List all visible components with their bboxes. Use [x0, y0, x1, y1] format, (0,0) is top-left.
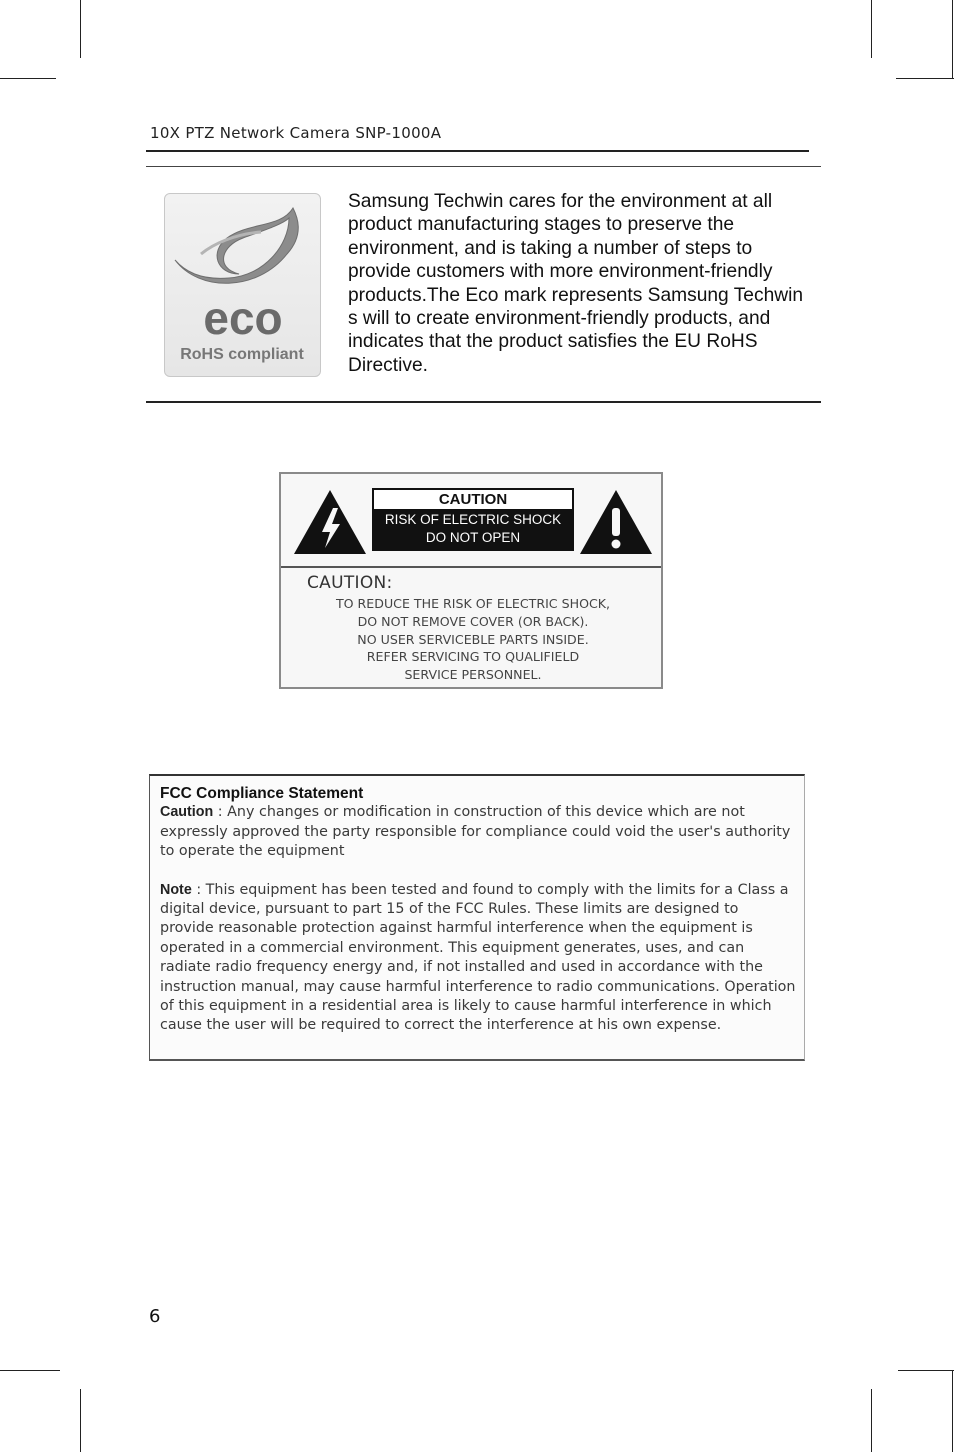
- fcc-content: [160, 784, 796, 1036]
- eco-description: Samsung Techwin cares for the environment at all product manufacturing stages to preserve the environment, and is taking a number of steps to provide customers with more environment-friendly products.The Eco mark represents Samsung Techwin s will to create environment-friendly products, and indicates that the product satisfies the EU RoHS Directive.: [348, 191, 804, 376]
- crop-mark-bottom-right-corner: [952, 1370, 953, 1452]
- running-header-title: 10X PTZ Network Camera SNP-1000A: [150, 124, 442, 142]
- caution-line: NO USER SERVICEBLE PARTS INSIDE.: [357, 631, 589, 647]
- crop-mark-top-right-corner: [952, 0, 953, 79]
- fcc-note-text: : This equipment has been tested and found to comply with the limits for a Class a digital device, pursuant to part 15 of the FCC Rules. These limits are designed to provide reasonable protection against harmful interference when the equipment is operated in a commercial environment. This equipment generates, uses, and can radiate radio frequency energy and, if not installed and used in accordance with the instruction manual, may cause harmful interference to radio communications. Operation of this equipment in a residential area is likely to cause harmful interference in which cause the user will be required to correct the interference at his own expense.: [160, 881, 796, 1034]
- crop-mark-bottom-left-vertical: [80, 1389, 81, 1452]
- crop-mark-top-right-horizontal: [896, 78, 954, 79]
- caution-divider: [281, 566, 661, 568]
- paragraph-gap: [160, 862, 796, 881]
- label-line-2: DO NOT OPEN: [425, 530, 521, 545]
- crop-mark-top-left-horizontal: [0, 78, 56, 79]
- eco-logo-word: eco: [203, 292, 283, 344]
- eco-section-bottom-rule: [146, 401, 821, 403]
- eco-logo-caption: RoHS compliant: [180, 346, 304, 363]
- caution-instructions: [295, 595, 651, 684]
- fcc-compliance-panel: [149, 774, 805, 1061]
- caution-line: DO NOT REMOVE COVER (OR BACK).: [357, 613, 589, 629]
- caution-heading: CAUTION:: [307, 573, 393, 593]
- caution-label-panel: [279, 472, 663, 689]
- caution-line: SERVICE PERSONNEL.: [404, 667, 542, 683]
- caution-line: TO REDUCE THE RISK OF ELECTRIC SHOCK,: [335, 596, 611, 611]
- risk-of-shock-label: [372, 488, 574, 551]
- crop-mark-bottom-left-horizontal: [0, 1370, 60, 1371]
- leaf-icon: [175, 208, 298, 283]
- fcc-caution-paragraph: [160, 803, 796, 861]
- label-line-1: RISK OF ELECTRIC SHOCK: [384, 512, 562, 527]
- caution-label-top: [281, 474, 661, 566]
- crop-mark-top-left-vertical: [80, 0, 81, 58]
- fcc-note-label: Note: [160, 881, 192, 898]
- page-number: 6: [149, 1306, 161, 1327]
- label-title: CAUTION: [438, 491, 508, 508]
- eco-rohs-logo: [164, 193, 321, 377]
- label-body: [374, 509, 572, 551]
- fcc-note-paragraph: [160, 881, 796, 1036]
- crop-mark-bottom-right-vertical: [871, 1389, 872, 1452]
- caution-line: REFER SERVICING TO QUALIFIELD: [366, 649, 580, 665]
- eco-section-top-rule: [146, 166, 821, 167]
- header-rule: [146, 150, 809, 152]
- exclamation-warning-icon: [578, 488, 654, 556]
- crop-mark-top-right-vertical: [871, 0, 872, 58]
- fcc-caution-label: Caution: [160, 804, 214, 821]
- crop-mark-bottom-right-horizontal: [898, 1370, 954, 1371]
- electric-shock-warning-icon: [292, 488, 368, 556]
- fcc-caution-text: : Any changes or modification in construction of this device which are not expressly approved the party responsible for compliance could void the user's authority to operate the equipment: [160, 804, 791, 860]
- fcc-title: FCC Compliance Statement: [160, 785, 364, 802]
